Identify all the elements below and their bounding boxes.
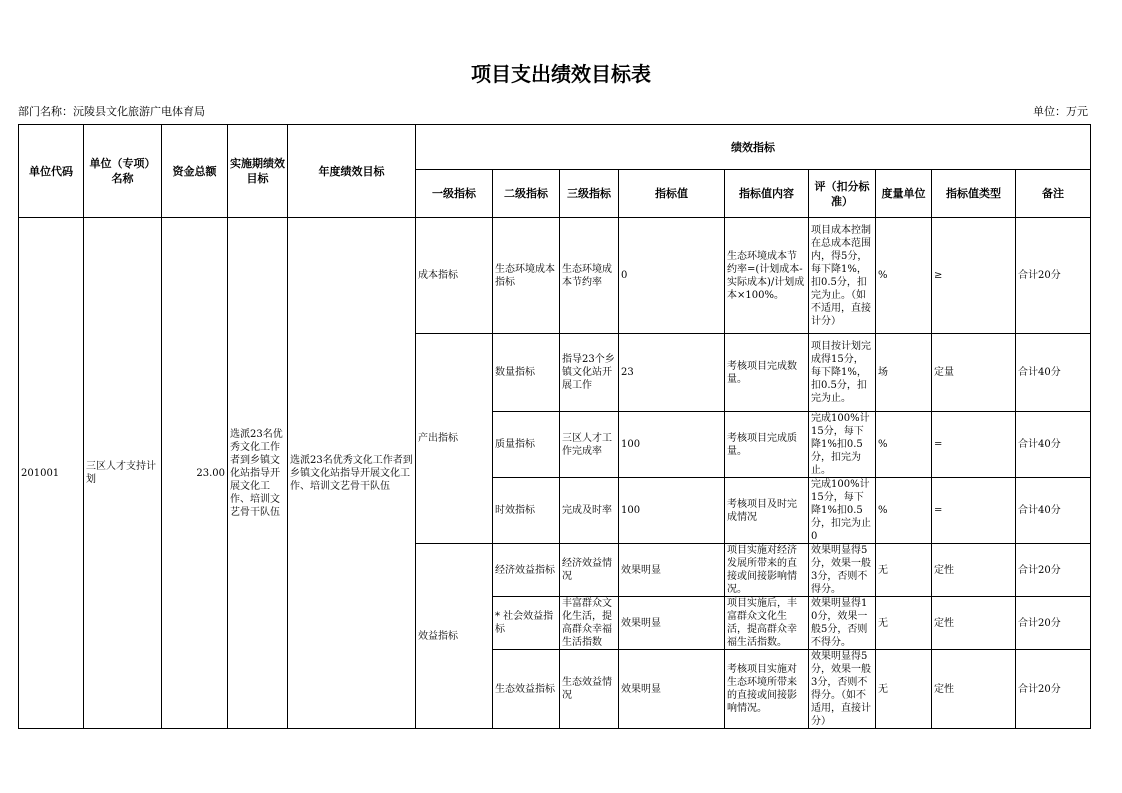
cell-lvl2: 生态环境成本指标: [493, 218, 560, 334]
cell-type: =: [932, 478, 1016, 544]
header-value: 指标值: [619, 170, 725, 218]
cell-note: 合计20分: [1016, 650, 1091, 729]
header-code: 单位代码: [19, 125, 84, 218]
cell-type: 定性: [932, 597, 1016, 650]
project-code: 201001: [19, 218, 84, 729]
cell-content: 考核项目完成数量。: [725, 334, 809, 412]
header-lvl2: 二级指标: [493, 170, 560, 218]
cell-score: 项目成本控制在总成本范围内，得5分，每下降1%，扣0.5分，扣完为止。（如不适用，直接计分）: [809, 218, 876, 334]
cell-type: 定量: [932, 334, 1016, 412]
cell-unit: %: [876, 218, 932, 334]
header-lvl1: 一级指标: [416, 170, 493, 218]
cell-type: 定性: [932, 650, 1016, 729]
header-period-goal: 实施期绩效目标: [228, 125, 288, 218]
cell-value: 100: [619, 478, 725, 544]
cell-content: 项目实施对经济发展所带来的直接或间接影响情况。: [725, 544, 809, 597]
header-unit: 度量单位: [876, 170, 932, 218]
header-type: 指标值类型: [932, 170, 1016, 218]
project-period-goal: 选派23名优秀文化工作者到乡镇文化站指导开展文化工作、培训文艺骨干队伍: [228, 218, 288, 729]
cell-value: 效果明显: [619, 544, 725, 597]
cell-lvl2: 经济效益指标: [493, 544, 560, 597]
cell-content: 考核项目及时完成情况: [725, 478, 809, 544]
group-output: 产出指标: [416, 334, 493, 544]
cell-value: 0: [619, 218, 725, 334]
department-label: 部门名称：沅陵县文化旅游广电体育局: [18, 105, 205, 118]
cell-value: 效果明显: [619, 597, 725, 650]
cell-lvl3: 生态环境成本节约率: [560, 218, 619, 334]
cell-unit: 无: [876, 650, 932, 729]
header-performance: 绩效指标: [416, 125, 1091, 170]
cell-unit: 无: [876, 597, 932, 650]
cell-unit: %: [876, 412, 932, 478]
cell-value: 效果明显: [619, 650, 725, 729]
cell-unit: 场: [876, 334, 932, 412]
table-row: [19, 218, 1091, 334]
cell-value: 23: [619, 334, 725, 412]
cell-unit: 无: [876, 544, 932, 597]
header-annual-goal: 年度绩效目标: [288, 125, 416, 218]
header-name: 单位（专项）名称: [84, 125, 162, 218]
page-title: 项目支出绩效目标表: [471, 62, 651, 86]
cell-lvl2: 生态效益指标: [493, 650, 560, 729]
cell-type: =: [932, 412, 1016, 478]
cell-lvl3: 丰富群众文化生活，提高群众幸福生活指数: [560, 597, 619, 650]
cell-score: 效果明显得10分，效果一般5分，否则不得分。: [809, 597, 876, 650]
cell-lvl2: 数量指标: [493, 334, 560, 412]
unit-label: 单位：万元: [1033, 105, 1088, 118]
cell-lvl3: 经济效益情况: [560, 544, 619, 597]
header-content: 指标值内容: [725, 170, 809, 218]
cell-note: 合计40分: [1016, 412, 1091, 478]
cell-content: 考核项目实施对生态环境所带来的直接或间接影响情况。: [725, 650, 809, 729]
cell-note: 合计20分: [1016, 218, 1091, 334]
cell-lvl2: * 社会效益指标: [493, 597, 560, 650]
cell-score: 效果明显得5分，效果一般3分，否则不得分。（如不适用，直接计分）: [809, 650, 876, 729]
header-lvl3: 三级指标: [560, 170, 619, 218]
cell-lvl3: 生态效益情况: [560, 650, 619, 729]
cell-unit: %: [876, 478, 932, 544]
group-benefit: 效益指标: [416, 544, 493, 729]
cell-type: 定性: [932, 544, 1016, 597]
cell-score: 完成100%计15分，每下降1%扣0.5分，扣完为止0: [809, 478, 876, 544]
cell-content: 生态环境成本节约率=(计划成本-实际成本)/计划成本×100%。: [725, 218, 809, 334]
cell-lvl2: 时效指标: [493, 478, 560, 544]
cell-score: 项目按计划完成得15分，每下降1%，扣0.5分，扣完为止。: [809, 334, 876, 412]
cell-type: ≥: [932, 218, 1016, 334]
cell-note: 合计40分: [1016, 478, 1091, 544]
cell-value: 100: [619, 412, 725, 478]
cell-note: 合计20分: [1016, 597, 1091, 650]
group-cost: 成本指标: [416, 218, 493, 334]
cell-score: 效果明显得5分，效果一般3分，否则不得分。: [809, 544, 876, 597]
project-annual-goal: 选派23名优秀文化工作者到乡镇文化站指导开展文化工作、培训文艺骨干队伍: [288, 218, 416, 729]
cell-content: 项目实施后，丰富群众文化生活，提高群众幸福生活指数。: [725, 597, 809, 650]
header-total: 资金总额: [162, 125, 228, 218]
cell-lvl3: 指导23个乡镇文化站开展工作: [560, 334, 619, 412]
cell-lvl3: 完成及时率: [560, 478, 619, 544]
header-score: 评（扣分标准）: [809, 170, 876, 218]
performance-table: [18, 124, 1091, 729]
cell-score: 完成100%计15分，每下降1%扣0.5分，扣完为止。: [809, 412, 876, 478]
cell-lvl3: 三区人才工作完成率: [560, 412, 619, 478]
project-total: 23.00: [162, 218, 228, 729]
cell-note: 合计40分: [1016, 334, 1091, 412]
header-note: 备注: [1016, 170, 1091, 218]
cell-lvl2: 质量指标: [493, 412, 560, 478]
cell-note: 合计20分: [1016, 544, 1091, 597]
project-name: 三区人才支持计划: [84, 218, 162, 729]
cell-content: 考核项目完成质量。: [725, 412, 809, 478]
